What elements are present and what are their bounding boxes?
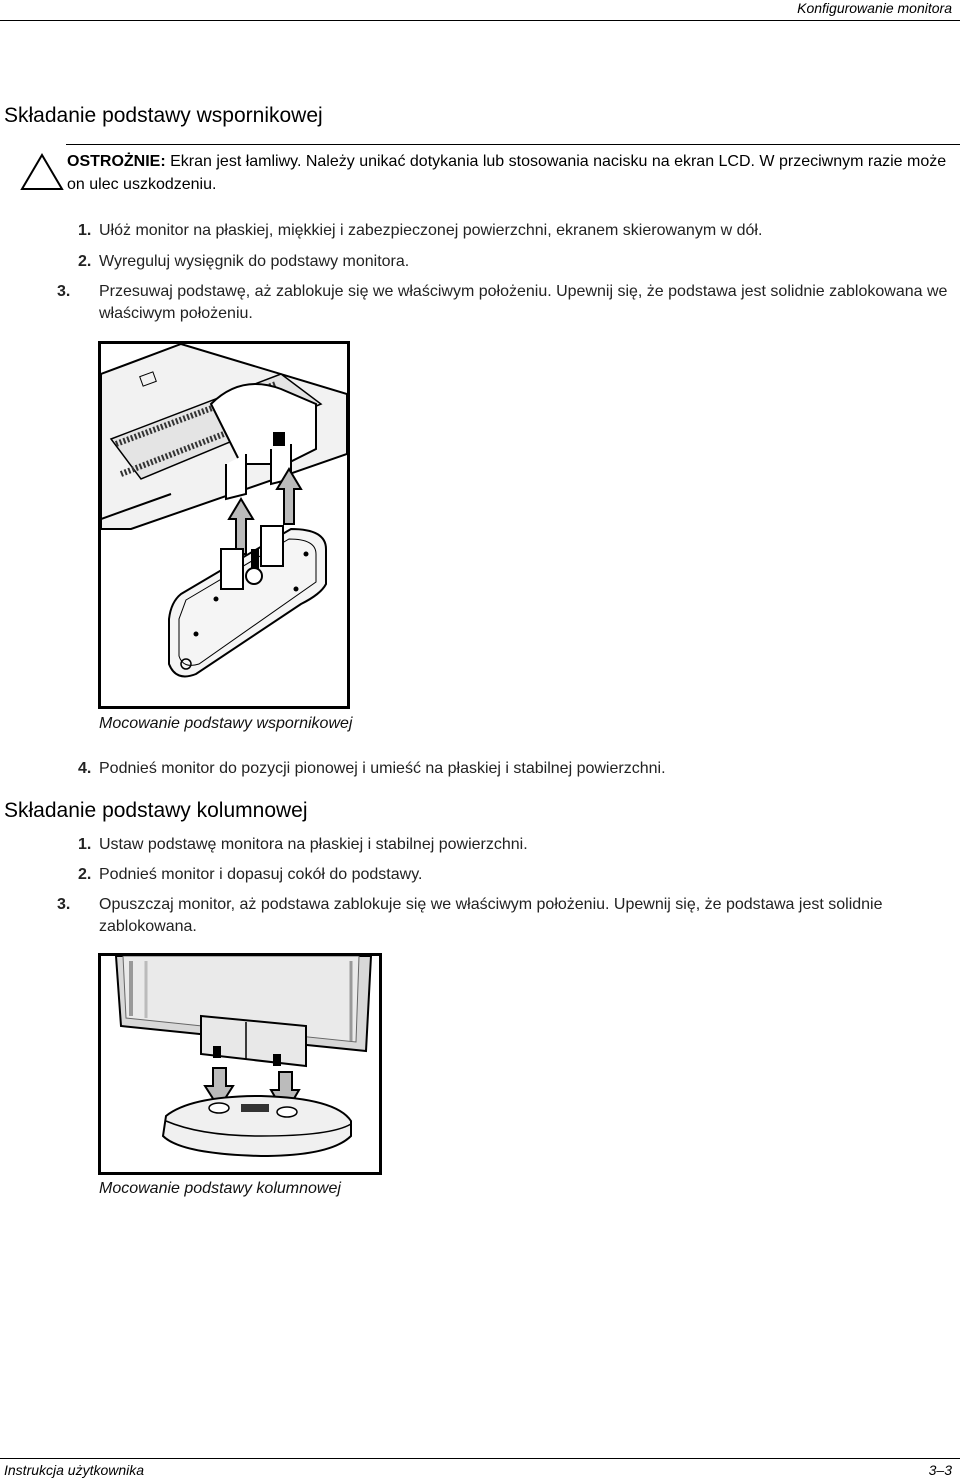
- caution-label: OSTROŻNIE:: [67, 153, 166, 170]
- step-1-column: 1. Ustaw podstawę monitora na płaskiej i stabilnej powierzchni.: [78, 836, 528, 853]
- caution-icon: [20, 152, 64, 192]
- bracket-stand-illustration: [101, 344, 347, 706]
- figure-caption-bracket-stand: Mocowanie podstawy wspornikowej: [99, 715, 353, 732]
- step-4: 4. Podnieś monitor do pozycji pionowej i umieść na płaskiej i stabilnej powierzchni.: [78, 760, 666, 777]
- column-stand-illustration: [101, 956, 379, 1172]
- step-2: 2. Wyreguluj wysięgnik do podstawy monitora.: [78, 253, 410, 270]
- page-number: 3–3: [928, 1462, 952, 1478]
- footer-doc-title: Instrukcja użytkownika: [4, 1462, 145, 1478]
- footer-rule: [0, 1458, 960, 1459]
- caution-message: Ekran jest łamliwy. Należy unikać dotykania lub stosowania nacisku na ekran LCD. W przeciwnym razie może on ulec uszkodzeniu.: [67, 153, 947, 193]
- section-title-bracket-stand: Składanie podstawy wspornikowej: [4, 104, 323, 127]
- step-1: 1. Ułóż monitor na płaskiej, miękkiej i zabezpieczonej powierzchni, ekranem skierowanym w dół.: [78, 222, 763, 239]
- section-title-column-stand: Składanie podstawy kolumnowej: [4, 799, 308, 822]
- caution-note: [67, 150, 957, 196]
- step-3-column: 3. Opuszczaj monitor, aż podstawa zablokuje się we właściwym położeniu. Upewnij się, że podstawa jest solidnie zablokowana.: [57, 896, 883, 935]
- step-2-column: 2. Podnieś monitor i dopasuj cokół do podstawy.: [78, 866, 423, 883]
- section-rule: [66, 144, 960, 145]
- header-rule: [0, 20, 960, 21]
- figure-caption-column-stand: Mocowanie podstawy kolumnowej: [99, 1180, 341, 1197]
- figure-column-stand: [98, 953, 382, 1175]
- running-header: Konfigurowanie monitora: [797, 0, 952, 16]
- step-3: 3. Przesuwaj podstawę, aż zablokuje się we właściwym położeniu. Upewnij się, że podstawa jest solidnie zablokowana we właściwym położeniu.: [57, 283, 948, 322]
- figure-bracket-stand: [98, 341, 350, 709]
